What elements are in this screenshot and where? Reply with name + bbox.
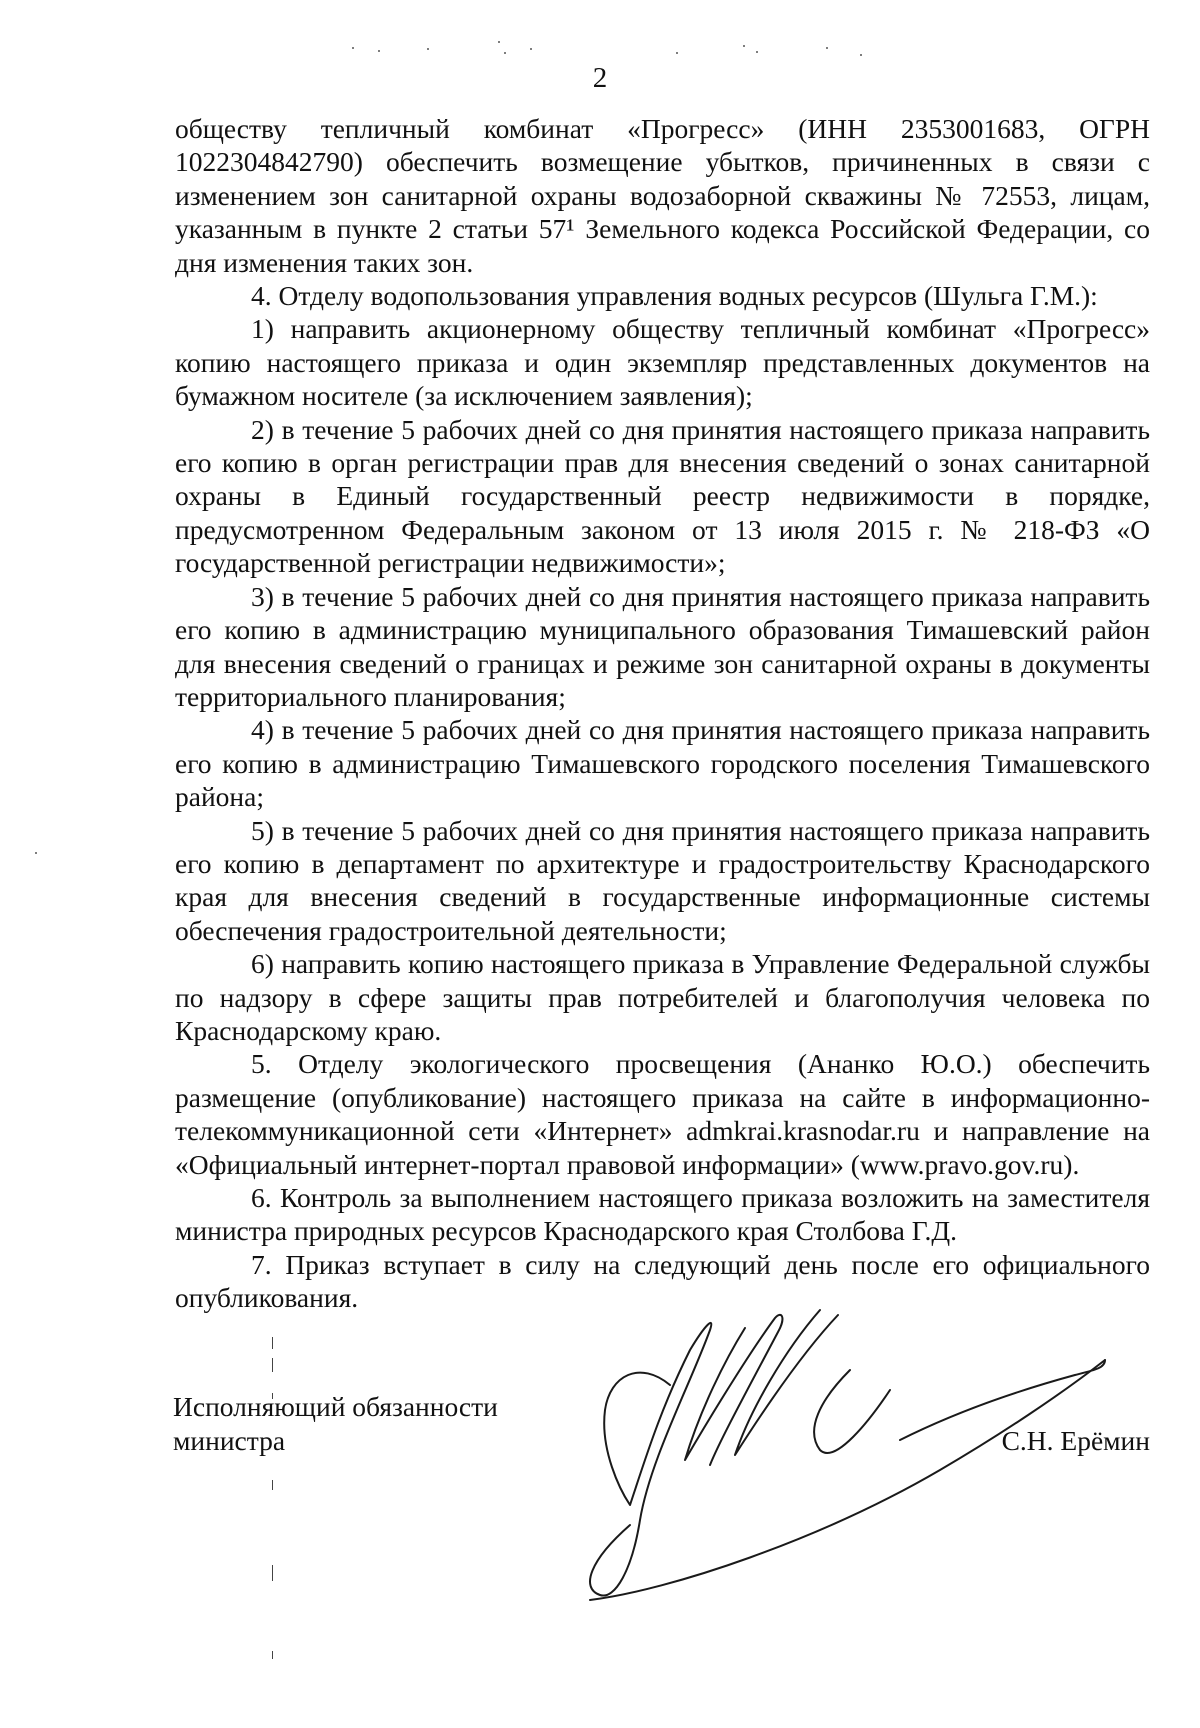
signatory-position xyxy=(173,1390,498,1458)
paragraph-continuation: обществу тепличный комбинат «Прогресс» (ИНН 2353001683, ОГРН 1022304842790) обеспечить возмещение убытков, причиненных в связи с изменением зон санитарной охраны водозаборной скважины № 72553, лицам, указанным в пункте 2 статьи 57¹ Земельного кодекса Российской Федерации, со дня изменения таких зон. xyxy=(175,113,1150,278)
paragraph-item-4-6: 6) направить копию настоящего приказа в Управление Федеральной службы по надзору в сфере защиты прав потребителей и благополучия человека по Краснодарскому краю. xyxy=(175,948,1150,1046)
paragraph-item-4-5: 5) в течение 5 рабочих дней со дня принятия настоящего приказа направить его копию в департамент по архитектуре и градостроительству Краснодарского края для внесения сведений в государственные информационные системы обеспечения градостроительной деятельности; xyxy=(175,814,1150,946)
scan-speck xyxy=(427,48,429,50)
paragraph-item-4-3: 3) в течение 5 рабочих дней со дня принятия настоящего приказа направить его копию в администрацию муниципального образования Тимашевский район для внесения сведений о границах и режиме зон санитарной охраны в документы территориального планирования; xyxy=(175,580,1150,712)
scan-speck xyxy=(378,50,380,52)
scan-line xyxy=(272,1565,273,1581)
scan-line xyxy=(272,1358,273,1372)
page-number: 2 xyxy=(592,62,608,94)
scan-speck xyxy=(860,54,862,56)
scan-speck xyxy=(826,47,828,49)
scan-speck xyxy=(504,52,506,54)
scan-speck xyxy=(35,852,37,854)
scan-speck xyxy=(743,45,745,47)
paragraph-item-4-1: 1) направить акционерному обществу тепличный комбинат «Прогресс» копию настоящего приказа и один экземпляр представленных документов на бумажном носителе (за исключением заявления); xyxy=(175,313,1150,412)
scan-line xyxy=(272,1337,273,1349)
paragraph-item-7: 7. Приказ вступает в силу на следующий день после его официального опубликования. xyxy=(175,1248,1150,1314)
scan-line xyxy=(272,1480,273,1490)
scan-speck xyxy=(676,52,678,54)
scan-speck xyxy=(498,41,500,43)
paragraph-item-4-2: 2) в течение 5 рабочих дней со дня принятия настоящего приказа направить его копию в орган регистрации прав для внесения сведений о зонах санитарной охраны в Единый государственный реестр недвижимости в порядке, предусмотренном Федеральным законом от 13 июля 2015 г. № 218-ФЗ «О государственной регистрации недвижимости»; xyxy=(175,413,1150,579)
paragraph-item-4-4: 4) в течение 5 рабочих дней со дня принятия настоящего приказа направить его копию в администрацию Тимашевского городского поселения Тимашевского района; xyxy=(175,714,1150,813)
paragraph-item-6: 6. Контроль за выполнением настоящего приказа возложить на заместителя министра природных ресурсов Краснодарского края Столбова Г.Д. xyxy=(175,1182,1150,1247)
paragraph-item-5: 5. Отделу экологического просвещения (Ананко Ю.О.) обеспечить размещение (опубликование) настоящего приказа на сайте в информационно-телекоммуникационной сети «Интернет» admkrai.krasnodar.ru и направление на «Официальный интернет-портал правовой информации» (www.pravo.gov.ru). xyxy=(175,1048,1150,1180)
paragraph-item-4: 4. Отделу водопользования управления водных ресурсов (Шульга Г.М.): xyxy=(251,280,1098,312)
scan-speck xyxy=(530,48,532,50)
signatory-position-line2: министра xyxy=(173,1425,286,1456)
signatory-position-line1: Исполняющий обязанности xyxy=(173,1391,498,1422)
signer-name: С.Н. Ерёмин xyxy=(1001,1425,1150,1456)
document-body xyxy=(175,112,1150,1315)
scan-speck xyxy=(756,51,758,53)
scan-line xyxy=(272,1651,273,1659)
scan-speck xyxy=(352,47,354,49)
